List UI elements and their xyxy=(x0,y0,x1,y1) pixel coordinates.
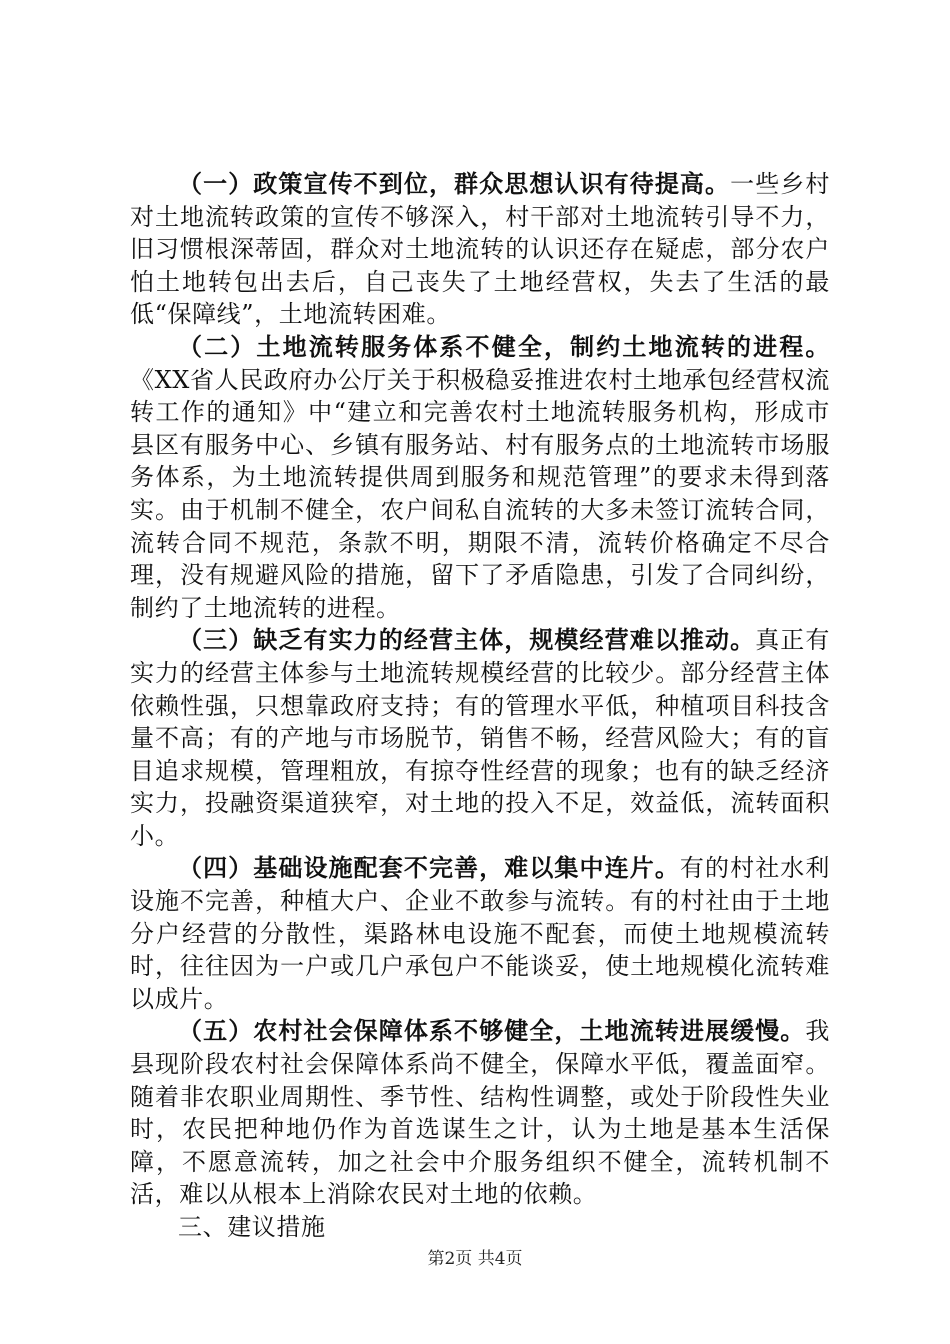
paragraph-3-body: 真正有实力的经营主体参与土地流转规模经营的比较少。部分经营主体依赖性强，只想靠政府支持；有的管理水平低，种植项目科技含量不高；有的产地与市场脱节，销售不畅，经营风险大；有的盲目追求规模，管理粗放，有掠夺性经营的现象；也有的缺乏经济实力，投融资渠道狭窄，对土地的投入不足，效益低，流转面积小。 xyxy=(130,626,830,850)
section-heading: 三、建议措施 xyxy=(178,1213,326,1241)
paragraph-5-heading: （五）农村社会保障体系不够健全，土地流转进展缓慢。 xyxy=(178,1017,806,1046)
paragraph-5-body: 我县现阶段农村社会保障体系尚不健全，保障水平低，覆盖面窄。随着非农职业周期性、季节性、结构性调整，或处于阶段性失业时，农民把种地仍作为首选谋生之计，认为土地是基本生活保障，不愿意流转，加之社会中介服务组织不健全，流转机制不活，难以从根本上消除农民对土地的依赖。 xyxy=(130,1017,830,1209)
paragraph-3-heading: （三）缺乏有实力的经营主体，规模经营难以推动。 xyxy=(178,626,756,655)
paragraph-2-heading: （二）土地流转服务体系不健全，制约土地流转的进程。 xyxy=(178,332,830,361)
document-body xyxy=(130,168,830,1244)
paragraph-4-body: 有的村社水利设施不完善，种植大户、企业不敢参与流转。有的村社由于土地分户经营的分散性，渠路林电设施不配套，而使土地规模流转时，往往因为一户或几户承包户不能谈妥，使土地规模化流转难以成片。 xyxy=(130,854,830,1013)
paragraph-5 xyxy=(130,1015,830,1211)
paragraph-2 xyxy=(130,331,830,624)
paragraph-1-body: 一些乡村对土地流转政策的宣传不够深入，村干部对土地流转引导不力，旧习惯根深蒂固，群众对土地流转的认识还存在疑虑，部分农户怕土地转包出去后，自己丧失了土地经营权，失去了生活的最低“保障线”，土地流转困难。 xyxy=(130,170,830,329)
page-number-footer: 第2页 共4页 xyxy=(427,1249,523,1269)
paragraph-4 xyxy=(130,852,830,1015)
paragraph-1 xyxy=(130,168,830,331)
paragraph-3 xyxy=(130,624,830,852)
paragraph-1-heading: （一）政策宣传不到位，群众思想认识有待提高。 xyxy=(178,170,731,198)
paragraph-4-heading: （四）基础设施配套不完善，难以集中连片。 xyxy=(178,854,680,883)
paragraph-2-body: 《XX省人民政府办公厅关于积极稳妥推进农村土地承包经营权流转工作的通知》中“建立和完善农村土地流转服务机构，形成市县区有服务中心、乡镇有服务站、村有服务点的土地流转市场服务体系，为土地流转提供周到服务和规范管理”的要求未得到落实。由于机制不健全，农户间私自流转的大多未签订流转合同，流转合同不规范，条款不明，期限不清，流转价格确定不尽合理，没有规避风险的措施，留下了矛盾隐患，引发了合同纠纷，制约了土地流转的进程。 xyxy=(130,365,830,622)
